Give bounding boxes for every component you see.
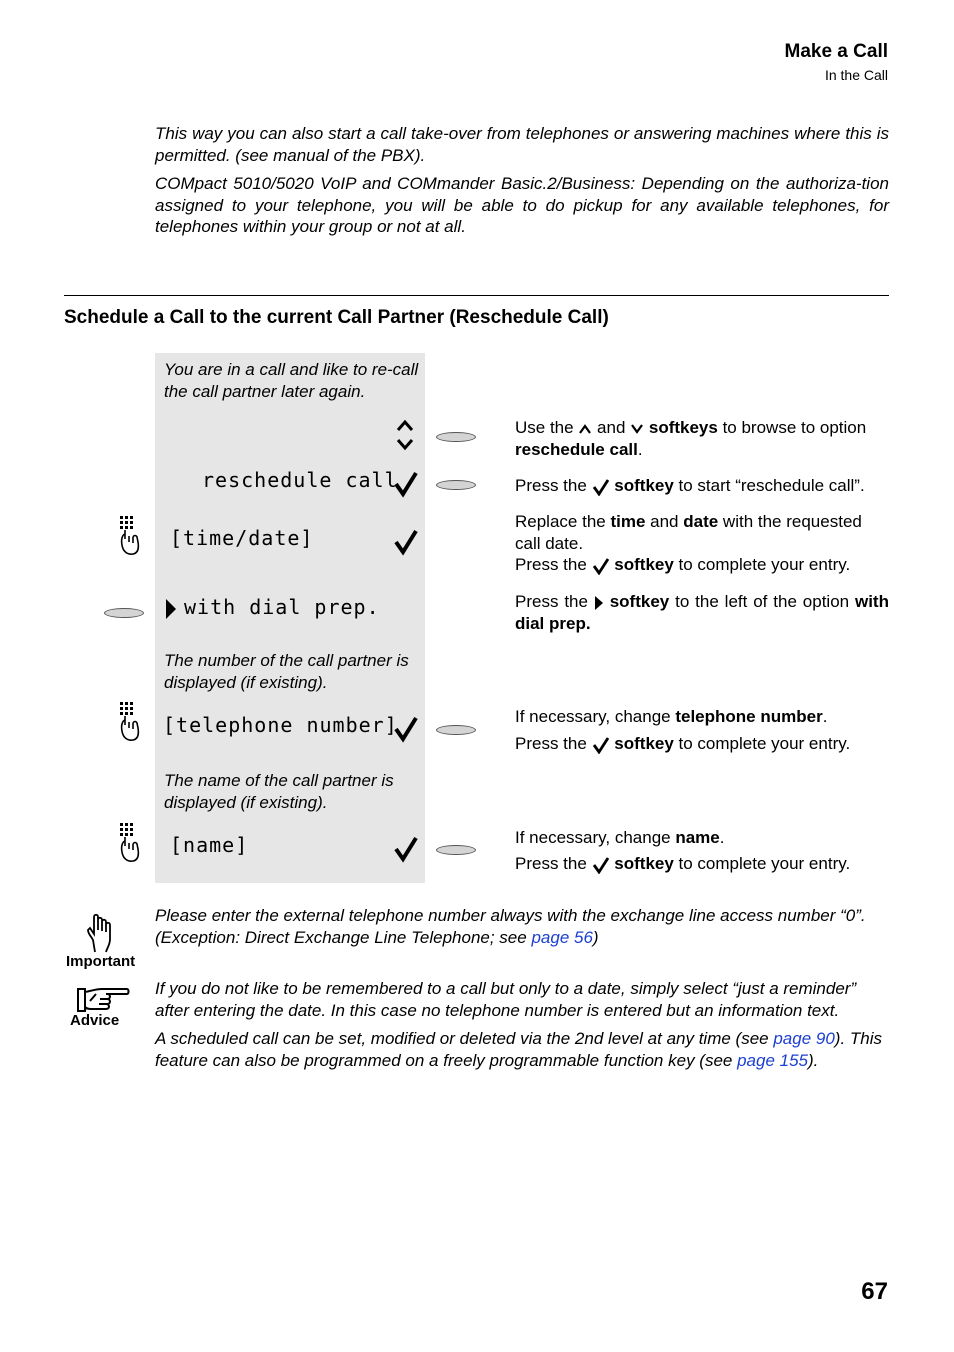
page-number: 67 <box>861 1278 888 1305</box>
step-start-reschedule: Press the softkey to start “reschedule call”. <box>515 476 865 495</box>
keypad-hand-icon <box>116 822 142 864</box>
step-telephone-confirm: Press the softkey to complete your entry. <box>515 734 851 753</box>
check-icon <box>592 856 610 874</box>
check-icon <box>592 478 610 496</box>
section-divider <box>64 295 889 296</box>
step-dial-prep: Press the softkey to the left of the option with dial prep. <box>515 592 889 633</box>
check-icon <box>393 528 419 556</box>
panel-note-in-call: You are in a call and like to re-call the call partner later again. <box>164 360 419 401</box>
advice-paragraph-1: If you do not like to be remembered to a call but only to a date, simply select “just a reminder” after entering the date. In this case no telephone number is entered but an information text. <box>155 979 857 1020</box>
important-hand-icon <box>82 912 116 954</box>
important-label: Important <box>66 953 136 970</box>
display-with-dial-prep: with dial prep. <box>184 595 380 619</box>
triangle-right-icon <box>165 598 177 620</box>
advice-paragraph-2: A scheduled call can be set, modified or deleted via the 2nd level at any time (see page 90). This feature can also be programmed on a freely programmable function key (see page 155). <box>155 1029 883 1070</box>
keypad-hand-icon <box>116 701 142 743</box>
softkey-left[interactable] <box>104 608 144 618</box>
check-icon <box>393 470 419 498</box>
page-link[interactable]: page 155 <box>737 1050 808 1070</box>
page-link[interactable]: page 90 <box>773 1029 835 1048</box>
step-time-date: Replace the time and date with the requested call date. Press the softkey to complete your entry. <box>515 512 862 574</box>
chapter-subtitle: In the Call <box>824 67 888 83</box>
display-name[interactable]: [name] <box>170 833 249 857</box>
panel-note-name: The name of the call partner is displayed (if existing). <box>164 771 394 812</box>
keypad-hand-icon <box>116 515 142 557</box>
up-down-arrows-icon <box>395 418 415 452</box>
step-telephone-number: If necessary, change telephone number. <box>515 707 828 726</box>
display-telephone-number[interactable]: [telephone number] <box>163 713 398 737</box>
softkey-right-3[interactable] <box>436 725 476 735</box>
up-arrow-icon <box>578 423 592 435</box>
step-name: If necessary, change name. <box>515 828 725 847</box>
page-link[interactable]: page 56 <box>531 927 593 947</box>
softkey-right-1[interactable] <box>436 432 476 442</box>
check-icon <box>592 736 610 754</box>
softkey-right-2[interactable] <box>436 480 476 490</box>
intro-paragraph-1: This way you can also start a call take-over from telephones or answering machines where this is permitted. (see manual of the PBX). <box>155 124 889 165</box>
check-icon <box>592 557 610 575</box>
check-icon <box>393 835 419 863</box>
chapter-title: Make a Call <box>784 41 888 62</box>
step-browse: Use the and softkeys to browse to option reschedule call. <box>515 418 867 459</box>
panel-note-number: The number of the call partner is displayed (if existing). <box>164 651 409 692</box>
advice-label: Advice <box>70 1012 120 1029</box>
display-reschedule-call: reschedule call <box>202 468 398 492</box>
important-text: Please enter the external telephone number always with the exchange line access number “0”. (Exception: Direct Exchange Line Telephone; see page 56) <box>155 906 866 947</box>
check-icon <box>393 715 419 743</box>
intro-paragraph-2: COMpact 5010/5020 VoIP and COMmander Basic.2/Business: Depending on the authoriza-tion assigned to your telephone, you will be able to do pickup for any available telephones, for telephones within your group or not at all. <box>155 174 889 236</box>
softkey-right-4[interactable] <box>436 845 476 855</box>
pointing-hand-icon <box>76 985 130 1015</box>
section-title: Schedule a Call to the current Call Partner (Reschedule Call) <box>64 307 609 328</box>
triangle-right-icon <box>594 595 604 611</box>
step-name-confirm: Press the softkey to complete your entry. <box>515 854 851 873</box>
down-arrow-icon <box>630 423 644 435</box>
display-time-date[interactable]: [time/date] <box>170 526 314 550</box>
